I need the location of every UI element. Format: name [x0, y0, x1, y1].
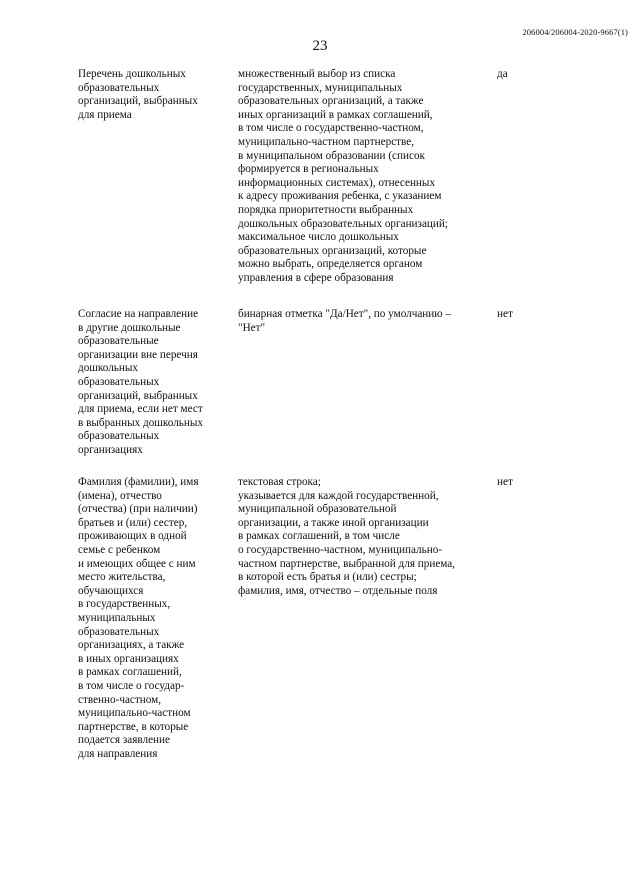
- text-line: образовательных: [78, 81, 160, 94]
- text-line: организациях, а также: [78, 639, 185, 652]
- text-line: образовательных организаций, которые: [238, 244, 427, 257]
- text-line: образовательных: [78, 430, 160, 443]
- text-line: муниципально-частном: [78, 707, 191, 720]
- required-flag-cell: да: [497, 68, 508, 80]
- text-line: (имена), отчество: [78, 489, 162, 502]
- field-name-cell: [78, 68, 233, 122]
- text-line: частном партнерстве, выбранной для приема,: [238, 557, 456, 570]
- text-line: образовательных: [78, 625, 160, 638]
- document-id: 206004/206004-2020-9667(1): [522, 27, 628, 37]
- text-line: фамилия, имя, отчество – отдельные поля: [238, 584, 438, 597]
- text-line: образовательных: [78, 375, 160, 388]
- text-line: в государственных,: [78, 598, 171, 611]
- text-line: семье с ребенком: [78, 543, 161, 556]
- text-line: текстовая строка;: [238, 476, 321, 488]
- text-line: муниципальной образовательной: [238, 503, 397, 516]
- text-line: порядка приоритетности выбранных: [238, 203, 414, 216]
- field-description-cell: [238, 68, 486, 286]
- text-line: муниципальных: [78, 611, 156, 624]
- text-line: муниципально-частном партнерстве,: [238, 135, 415, 148]
- text-line: "Нет": [238, 321, 266, 334]
- text-line: Перечень дошкольных: [78, 68, 186, 80]
- text-line: в выбранных дошкольных: [78, 416, 204, 429]
- text-line: в иных организациях: [78, 652, 179, 665]
- text-line: обучающихся: [78, 584, 144, 597]
- text-line: о государственно-частном, муниципально-: [238, 543, 443, 556]
- text-line: управления в сфере образования: [238, 271, 394, 284]
- text-line: в рамках соглашений,: [78, 666, 182, 679]
- field-description-cell: [238, 308, 486, 335]
- text-line: множественный выбор из списка: [238, 68, 396, 80]
- text-line: формируется в региональных: [238, 163, 379, 176]
- text-line: Фамилия (фамилии), имя: [78, 476, 199, 488]
- text-line: братьев и (или) сестер,: [78, 516, 188, 529]
- field-description-cell: [238, 476, 486, 598]
- text-line: в том числе о государ-: [78, 679, 185, 692]
- text-line: бинарная отметка "Да/Нет", по умолчанию –: [238, 308, 452, 320]
- text-line: организациях: [78, 443, 143, 456]
- text-line: для приема, если нет мест: [78, 403, 203, 416]
- text-line: Согласие на направление: [78, 308, 199, 320]
- text-line: (отчества) (при наличии): [78, 503, 198, 516]
- text-line: информационных системах), отнесенных: [238, 176, 436, 189]
- text-line: ственно-частном,: [78, 693, 162, 706]
- page-number: 23: [312, 38, 328, 54]
- text-line: в рамках соглашений, в том числе: [238, 530, 400, 543]
- text-line: в том числе о государственно-частном,: [238, 122, 424, 135]
- text-line: дошкольных образовательных организаций;: [238, 217, 448, 230]
- text-line: организаций, выбранных: [78, 389, 198, 402]
- text-line: в которой есть братья и (или) сестры;: [238, 571, 417, 584]
- text-line: и имеющих общее с ним: [78, 557, 196, 570]
- required-flag-cell: нет: [497, 308, 513, 320]
- text-line: место жительства,: [78, 571, 166, 584]
- text-line: в другие дошкольные: [78, 321, 181, 334]
- text-line: организаций, выбранных: [78, 95, 198, 108]
- text-line: указывается для каждой государственной,: [238, 489, 439, 502]
- text-line: иных организаций в рамках соглашений,: [238, 108, 433, 121]
- field-name-cell: [78, 476, 233, 761]
- text-line: максимальное число дошкольных: [238, 231, 399, 244]
- text-line: образовательные: [78, 335, 159, 348]
- text-line: дошкольных: [78, 362, 138, 375]
- text-line: для приема: [78, 108, 132, 121]
- text-line: партнерстве, в которые: [78, 720, 189, 733]
- text-line: подается заявление: [78, 734, 170, 747]
- text-line: государственных, муниципальных: [238, 81, 403, 94]
- text-line: образовательных организаций, а также: [238, 95, 424, 108]
- text-line: организации вне перечня: [78, 348, 198, 361]
- text-line: проживающих в одной: [78, 530, 187, 543]
- text-line: к адресу проживания ребенка, с указанием: [238, 190, 442, 203]
- field-name-cell: [78, 308, 233, 458]
- text-line: можно выбрать, определяется органом: [238, 258, 423, 271]
- text-line: в муниципальном образовании (список: [238, 149, 425, 162]
- required-flag-cell: нет: [497, 476, 513, 488]
- text-line: организации, а также иной организации: [238, 516, 429, 529]
- text-line: для направления: [78, 747, 158, 760]
